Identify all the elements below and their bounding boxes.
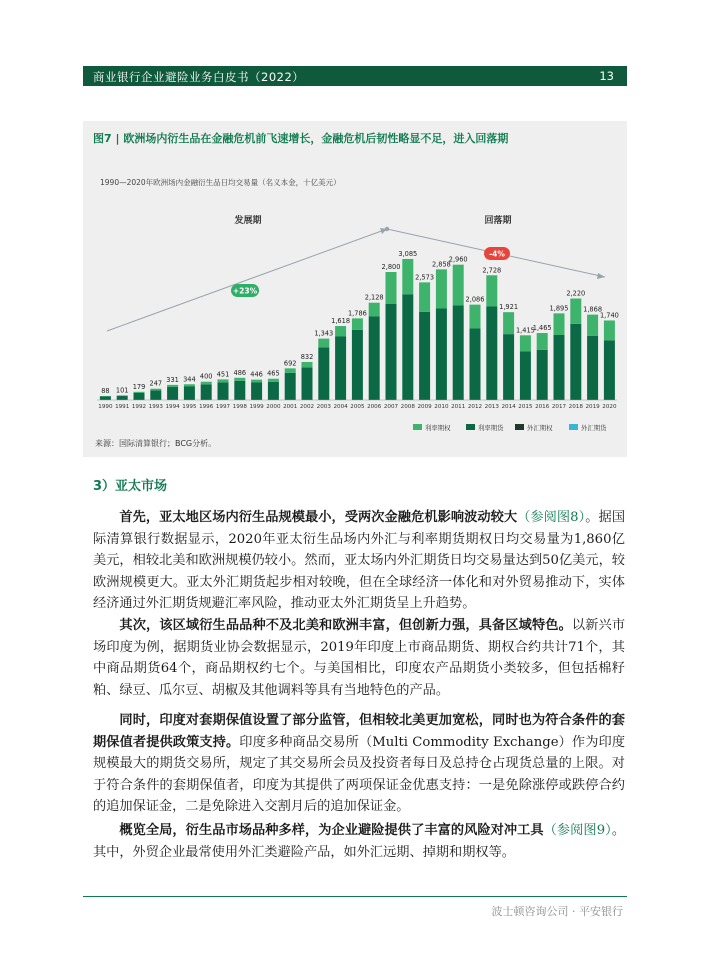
legend-swatch-0 <box>413 424 422 430</box>
footer-divider <box>83 896 627 897</box>
bar-1997-segment-0 <box>218 379 229 382</box>
x-tick-2002: 2002 <box>299 404 315 410</box>
decline-badge: -4% <box>489 249 505 259</box>
data-label-2011: 2,960 <box>448 255 468 264</box>
bar-1992-segment-1 <box>134 393 145 400</box>
bar-2005-segment-1 <box>352 330 363 400</box>
x-tick-1992: 1992 <box>131 404 147 410</box>
x-tick-2017: 2017 <box>551 404 567 410</box>
x-tick-2011: 2011 <box>451 404 466 410</box>
data-label-2013: 2,728 <box>482 266 502 275</box>
data-label-2004: 1,618 <box>331 317 351 326</box>
bar-2013-segment-1 <box>486 306 497 400</box>
x-tick-labels <box>98 404 617 410</box>
data-label-2001: 692 <box>283 359 297 368</box>
paragraph-2 <box>93 615 625 701</box>
data-label-2000: 465 <box>267 369 280 378</box>
paragraph-1 <box>93 507 625 615</box>
x-tick-1999: 1999 <box>249 404 264 410</box>
data-label-2014: 1,921 <box>499 303 519 312</box>
x-tick-2015: 2015 <box>518 404 533 410</box>
legend-label-0: 利率期权 <box>425 424 451 432</box>
bar-2015-segment-0 <box>520 335 531 351</box>
bar-1991-segment-0 <box>117 395 128 396</box>
x-tick-1994: 1994 <box>165 404 180 410</box>
page-number: 13 <box>599 69 614 83</box>
bar-2009-segment-0 <box>419 282 430 311</box>
bar-2012-segment-1 <box>470 328 481 400</box>
bar-1995-segment-1 <box>184 387 195 400</box>
bar-2011-segment-1 <box>453 305 464 400</box>
data-label-2016: 1,465 <box>532 324 552 333</box>
x-tick-2009: 2009 <box>417 404 432 410</box>
paragraph-3 <box>93 710 625 818</box>
bar-2019-segment-0 <box>587 315 598 336</box>
data-label-2006: 2,128 <box>364 293 384 302</box>
paragraph-4 <box>93 820 625 863</box>
bar-2010-segment-1 <box>436 308 447 400</box>
x-tick-2019: 2019 <box>585 404 600 410</box>
bar-1993-segment-1 <box>150 390 161 400</box>
paragraph-1-ref[interactable]: （参阅图8） <box>517 510 586 525</box>
bar-2014-segment-0 <box>503 312 514 334</box>
legend-label-1: 利率期货 <box>478 424 504 432</box>
data-label-2017: 1,895 <box>549 304 569 313</box>
data-label-2020: 1,740 <box>599 311 619 320</box>
footer-credit: 波士顿咨询公司 · 平安银行 <box>491 905 623 918</box>
growth-badge: +23% <box>232 286 258 296</box>
bar-2001-segment-0 <box>285 368 296 372</box>
legend-label-2: 外汇期权 <box>527 424 553 432</box>
x-tick-2016: 2016 <box>535 404 550 410</box>
bar-1996-segment-1 <box>201 384 212 400</box>
bar-2001-segment-1 <box>285 373 296 400</box>
paragraph-1-body: 。据国际清算银行数据显示，2020年亚太衍生品场内外汇与利率期货期权日均交易量为1,860亿美元，相较北美和欧洲规模仍较小。然而，亚太场内外汇期货日均交易量达到50亿美元，较欧洲规模更大。亚太外汇期货起步相对较晚，但在全球经济一体化和对外贸易推动下，实体经济通过外汇期货规避汇率风险，推动亚太外汇期货呈上升趋势。 <box>93 510 626 612</box>
figure-source: 来源：国际清算银行；BCG分析。 <box>95 439 217 448</box>
bar-2006-segment-1 <box>369 316 380 400</box>
bar-1990-segment-1 <box>100 397 111 400</box>
bar-2003-segment-0 <box>318 339 329 348</box>
bar-2020-segment-0 <box>604 320 615 340</box>
x-tick-1995: 1995 <box>182 404 197 410</box>
x-tick-2003: 2003 <box>316 404 331 410</box>
bar-2004-segment-0 <box>335 326 346 336</box>
bar-2018-segment-0 <box>570 299 581 324</box>
bar-1993-segment-0 <box>150 389 161 391</box>
data-label-1995: 344 <box>183 375 196 384</box>
data-label-1992: 179 <box>132 382 146 391</box>
legend-swatch-1 <box>466 424 475 430</box>
data-label-1998: 486 <box>233 368 247 377</box>
bar-1997-segment-1 <box>218 382 229 400</box>
bar-2015-segment-1 <box>520 351 531 400</box>
bar-2016-segment-0 <box>537 333 548 350</box>
data-label-2018: 2,220 <box>566 289 586 298</box>
bar-1995-segment-0 <box>184 384 195 386</box>
x-tick-2004: 2004 <box>333 404 348 410</box>
data-label-2009: 2,573 <box>415 273 435 282</box>
paragraph-2-bold: 其次，该区域衍生品品种不及北美和欧洲丰富，但创新力强，具备区域特色。 <box>119 618 572 633</box>
bar-chart <box>83 195 627 440</box>
phase-label-decline: 回落期 <box>484 216 512 226</box>
data-label-1990: 88 <box>101 386 110 395</box>
x-tick-1997: 1997 <box>215 404 231 410</box>
bar-1999-segment-1 <box>251 382 262 400</box>
x-tick-2000: 2000 <box>266 404 281 410</box>
bar-2017-segment-1 <box>554 335 565 400</box>
paragraph-3-bold: 同时，印度对套期保值设置了部分监管，但相较北美更加宽松，同时也为符合条件的套期保值者提供政策支持。 <box>93 713 625 750</box>
x-tick-2008: 2008 <box>400 404 415 410</box>
data-label-1999: 446 <box>250 370 263 379</box>
bar-2014-segment-1 <box>503 334 514 400</box>
legend-swatch-3 <box>569 424 578 430</box>
bar-2008-segment-0 <box>402 259 413 294</box>
paragraph-4-bold: 概览全局，衍生品市场品种多样，为企业避险提供了丰富的风险对冲工具 <box>119 823 544 838</box>
x-tick-2020: 2020 <box>602 404 617 410</box>
x-tick-1990: 1990 <box>98 404 113 410</box>
legend <box>413 423 607 432</box>
paragraph-4-ref[interactable]: （参阅图9） <box>543 823 612 838</box>
bar-2007-segment-1 <box>386 304 397 400</box>
bar-1998-segment-0 <box>234 378 245 381</box>
bar-2020-segment-1 <box>604 340 615 400</box>
x-tick-1996: 1996 <box>199 404 214 410</box>
bars <box>100 250 619 400</box>
bar-1994-segment-1 <box>167 387 178 400</box>
paragraph-1-bold: 首先，亚太地区场内衍生品规模最小，受两次金融危机影响波动较大 <box>119 510 518 525</box>
x-tick-1998: 1998 <box>232 404 247 410</box>
bar-2017-segment-0 <box>554 313 565 335</box>
bar-1991-segment-1 <box>117 396 128 400</box>
x-tick-1991: 1991 <box>115 404 130 410</box>
bar-2000-segment-0 <box>268 379 279 382</box>
data-label-2019: 1,868 <box>583 305 603 314</box>
bar-1994-segment-0 <box>167 385 178 387</box>
x-tick-2010: 2010 <box>434 404 449 410</box>
legend-swatch-2 <box>515 424 524 430</box>
x-tick-2006: 2006 <box>367 404 382 410</box>
x-tick-2013: 2013 <box>484 404 499 410</box>
bar-1996-segment-0 <box>201 382 212 385</box>
bar-2011-segment-0 <box>453 265 464 306</box>
bar-1992-segment-0 <box>134 392 145 393</box>
peak-marker <box>385 227 389 231</box>
bar-2002-segment-0 <box>302 362 313 367</box>
bar-1999-segment-0 <box>251 380 262 383</box>
x-tick-2014: 2014 <box>501 404 516 410</box>
bar-2012-segment-0 <box>470 305 481 329</box>
bar-2010-segment-0 <box>436 269 447 308</box>
bar-2003-segment-1 <box>318 347 329 400</box>
bar-2018-segment-1 <box>570 324 581 400</box>
paragraph-2-body: 以新兴市场印度为例，据期货业协会数据显示，2019年印度上市商品期货、期权合约共计71个，其中商品期货64个，商品期权约七个。与美国相比，印度农产品期货小类较多，但包括棉籽粕、绿豆、瓜尔豆、胡椒及其他调料等具有当地特色的产品。 <box>93 618 626 698</box>
paragraph-4-body: 。其中，外贸企业最常使用外汇类避险产品，如外汇远期、掉期和期权等。 <box>93 823 625 860</box>
legend-label-3: 外汇期货 <box>581 424 607 432</box>
data-label-2005: 1,786 <box>347 309 367 318</box>
bar-2009-segment-1 <box>419 312 430 400</box>
bar-2006-segment-0 <box>369 303 380 317</box>
data-label-2012: 2,086 <box>465 295 485 304</box>
data-label-1996: 400 <box>199 372 213 381</box>
bar-2013-segment-0 <box>486 275 497 306</box>
data-label-2003: 1,343 <box>314 329 334 338</box>
paragraph-3-body: 印度多种商品交易所（Multi Commodity Exchange）作为印度规模最大的期货交易所，规定了其交易所会员及投资者每日及总持仓占现货总量的上限。对于符合条件的套期保值者，印度为其提供了两项保证金优惠支持：一是免除涨停或跌停合约的追加保证金，二是免除进入交割月后的追加保证金。 <box>93 734 626 815</box>
bar-2004-segment-1 <box>335 337 346 401</box>
bar-2019-segment-1 <box>587 336 598 400</box>
x-tick-2018: 2018 <box>568 404 583 410</box>
bar-2000-segment-1 <box>268 382 279 400</box>
bar-1990-segment-0 <box>100 396 111 397</box>
phase-label-development: 发展期 <box>234 216 262 226</box>
document-title: 商业银行企业避险业务白皮书（2022） <box>93 70 305 84</box>
data-label-1997: 451 <box>216 370 230 379</box>
growth-trend-line <box>107 229 387 331</box>
bar-2002-segment-1 <box>302 367 313 400</box>
data-label-2002: 832 <box>300 352 314 361</box>
x-tick-1993: 1993 <box>148 404 163 410</box>
data-label-2010: 2,858 <box>431 260 451 269</box>
data-label-1993: 247 <box>149 379 163 388</box>
bar-2008-segment-1 <box>402 294 413 400</box>
section-heading: 3）亚太市场 <box>93 479 168 494</box>
data-label-2015: 1,415 <box>515 326 535 335</box>
bar-1998-segment-1 <box>234 381 245 400</box>
bar-2005-segment-0 <box>352 318 363 330</box>
bar-2016-segment-1 <box>537 350 548 400</box>
bar-2007-segment-0 <box>386 272 397 304</box>
x-tick-2001: 2001 <box>283 404 298 410</box>
decline-arrow-head <box>597 273 605 279</box>
figure-title: 图7 | 欧洲场内衍生品在金融危机前飞速增长，金融危机后韧性略显不足，进入回落期 <box>93 132 509 145</box>
x-tick-2005: 2005 <box>350 404 365 410</box>
x-tick-2007: 2007 <box>383 404 399 410</box>
x-tick-2012: 2012 <box>467 404 483 410</box>
data-label-1994: 331 <box>166 375 179 384</box>
data-label-2008: 3,085 <box>398 249 418 258</box>
figure-subtitle: 1990—2020年欧洲场内金融衍生品日均交易量（名义本金，十亿美元） <box>100 178 341 187</box>
data-label-1991: 101 <box>115 386 129 395</box>
data-label-2007: 2,800 <box>381 263 401 271</box>
